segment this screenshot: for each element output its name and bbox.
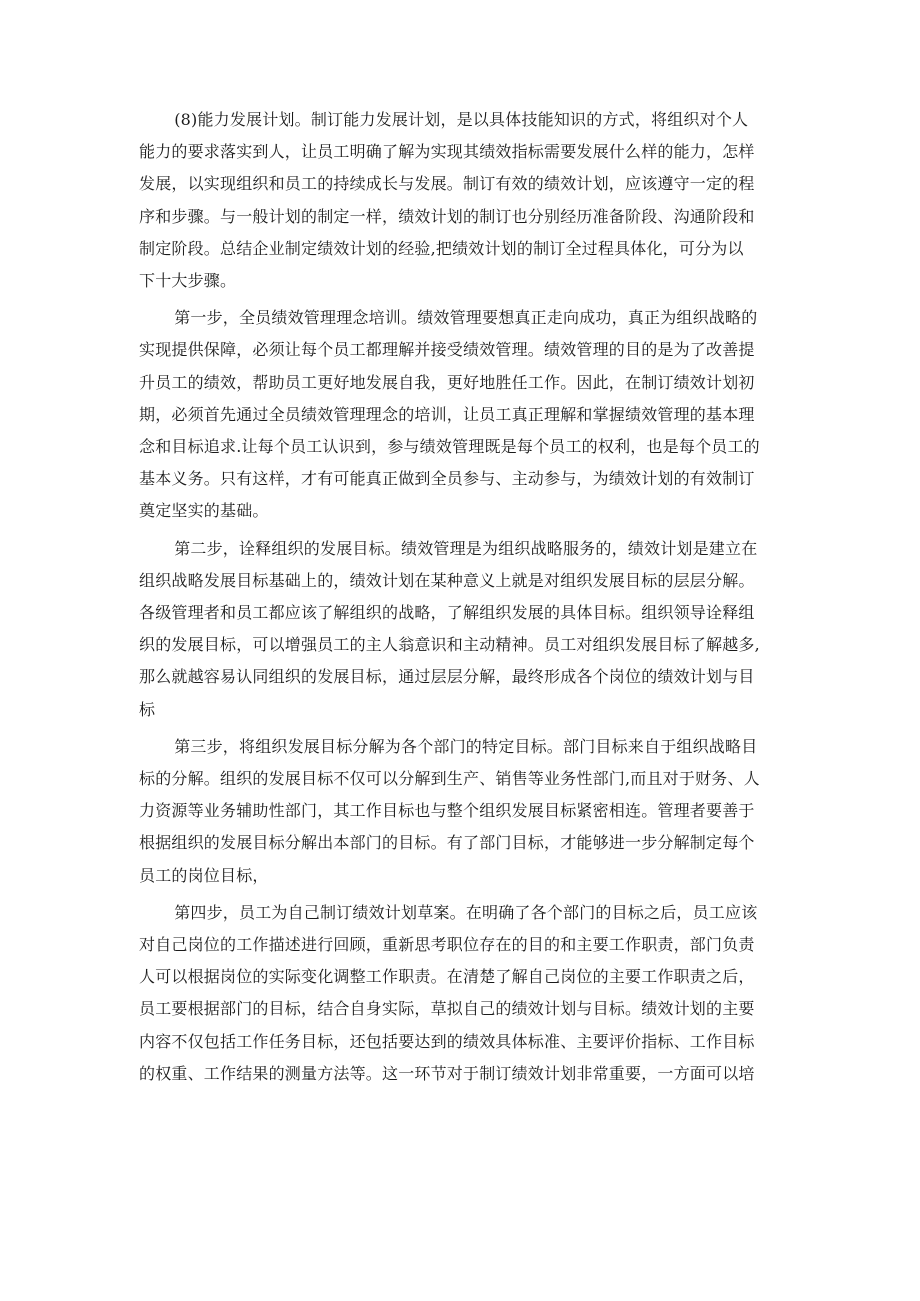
text-line: 员工要根据部门的目标，结合自身实际，草拟自己的绩效计划与目标。绩效计划的主要 [139, 999, 755, 1019]
text-line: 发展，以实现组织和员工的持续成长与发展。制订有效的绩效计划，应该遵守一定的程 [139, 174, 755, 194]
text-line: 下十大步骤。 [139, 271, 237, 291]
text-line: 对自己岗位的工作描述进行回顾，重新思考职位存在的目的和主要工作职责，部门负责 [139, 935, 755, 955]
text-line: 实现提供保障，必须让每个员工都理解并接受绩效管理。绩效管理的目的是为了改善提 [139, 340, 755, 360]
text-line: 员工的岗位目标， [139, 865, 269, 885]
text-line: 制定阶段。总结企业制定绩效计划的经验,把绩效计划的制订全过程具体化，可分为以 [139, 238, 744, 258]
text-line: 人可以根据岗位的实际变化调整工作职责。在清楚了解自己岗位的主要工作职责之后， [139, 967, 755, 987]
text-line: 内容不仅包括工作任务目标，还包括要达到的绩效具体标准、主要评价指标、工作目标 [139, 1031, 755, 1051]
paragraph-step-1 [139, 302, 801, 527]
paragraph-step-3 [139, 731, 801, 892]
paragraph-ability-plan [139, 104, 801, 297]
text-line: 基本义务。只有这样，才有可能真正做到全员参与、主动参与，为绩效计划的有效制订 [139, 469, 755, 489]
text-line: 力资源等业务辅助性部门，其工作目标也与整个组织发展目标紧密相连。管理者要善于 [139, 801, 755, 821]
text-line: 念和目标追求.让每个员工认识到，参与绩效管理既是每个员工的权利，也是每个员工的 [139, 437, 760, 457]
text-line: 期，必须首先通过全员绩效管理理念的培训，让员工真正理解和掌握绩效管理的基本理 [139, 404, 755, 424]
text-line: (8)能力发展计划。制订能力发展计划，是以具体技能知识的方式，将组织对个人 [174, 110, 749, 129]
paragraph-step-2 [139, 533, 801, 726]
text-line: 标的分解。组织的发展目标不仅可以分解到生产、销售等业务性部门,而且对于财务、人 [139, 769, 760, 789]
paragraph-step-4 [139, 897, 801, 1090]
text-line: 组织战略发展目标基础上的，绩效计划在某种意义上就是对组织发展目标的层层分解。 [139, 570, 755, 590]
text-line: 能力的要求落实到人，让员工明确了解为实现其绩效指标需要发展什么样的能力，怎样 [139, 142, 755, 162]
text-line: 奠定坚实的基础。 [139, 501, 269, 521]
text-line: 第一步，全员绩效管理理念培训。绩效管理要想真正走向成功，真正为组织战略的 [174, 308, 758, 328]
text-line: 第二步，诠释组织的发展目标。绩效管理是为组织战略服务的，绩效计划是建立在 [174, 538, 758, 558]
text-line: 标 [139, 699, 156, 719]
document-page [139, 104, 801, 1095]
text-line: 升员工的绩效，帮助员工更好地发展自我，更好地胜任工作。因此，在制订绩效计划初 [139, 372, 755, 392]
text-line: 的权重、工作结果的测量方法等。这一环节对于制订绩效计划非常重要，一方面可以培 [139, 1063, 755, 1083]
text-line: 根据组织的发展目标分解出本部门的目标。有了部门目标，才能够进一步分解制定每个 [139, 833, 755, 853]
text-line: 织的发展目标，可以增强员工的主人翁意识和主动精神。员工对组织发展目标了解越多, [139, 635, 760, 655]
text-line: 那么就越容易认同组织的发展目标，通过层层分解，最终形成各个岗位的绩效计划与目 [139, 667, 755, 687]
text-line: 第四步，员工为自己制订绩效计划草案。在明确了各个部门的目标之后，员工应该 [174, 902, 758, 922]
text-line: 序和步骤。与一般计划的制定一样，绩效计划的制订也分别经历准备阶段、沟通阶段和 [139, 206, 755, 226]
text-line: 第三步，将组织发展目标分解为各个部门的特定目标。部门目标来自于组织战略目 [174, 736, 758, 756]
text-line: 各级管理者和员工都应该了解组织的战略，了解组织发展的具体目标。组织领导诠释组 [139, 603, 755, 623]
